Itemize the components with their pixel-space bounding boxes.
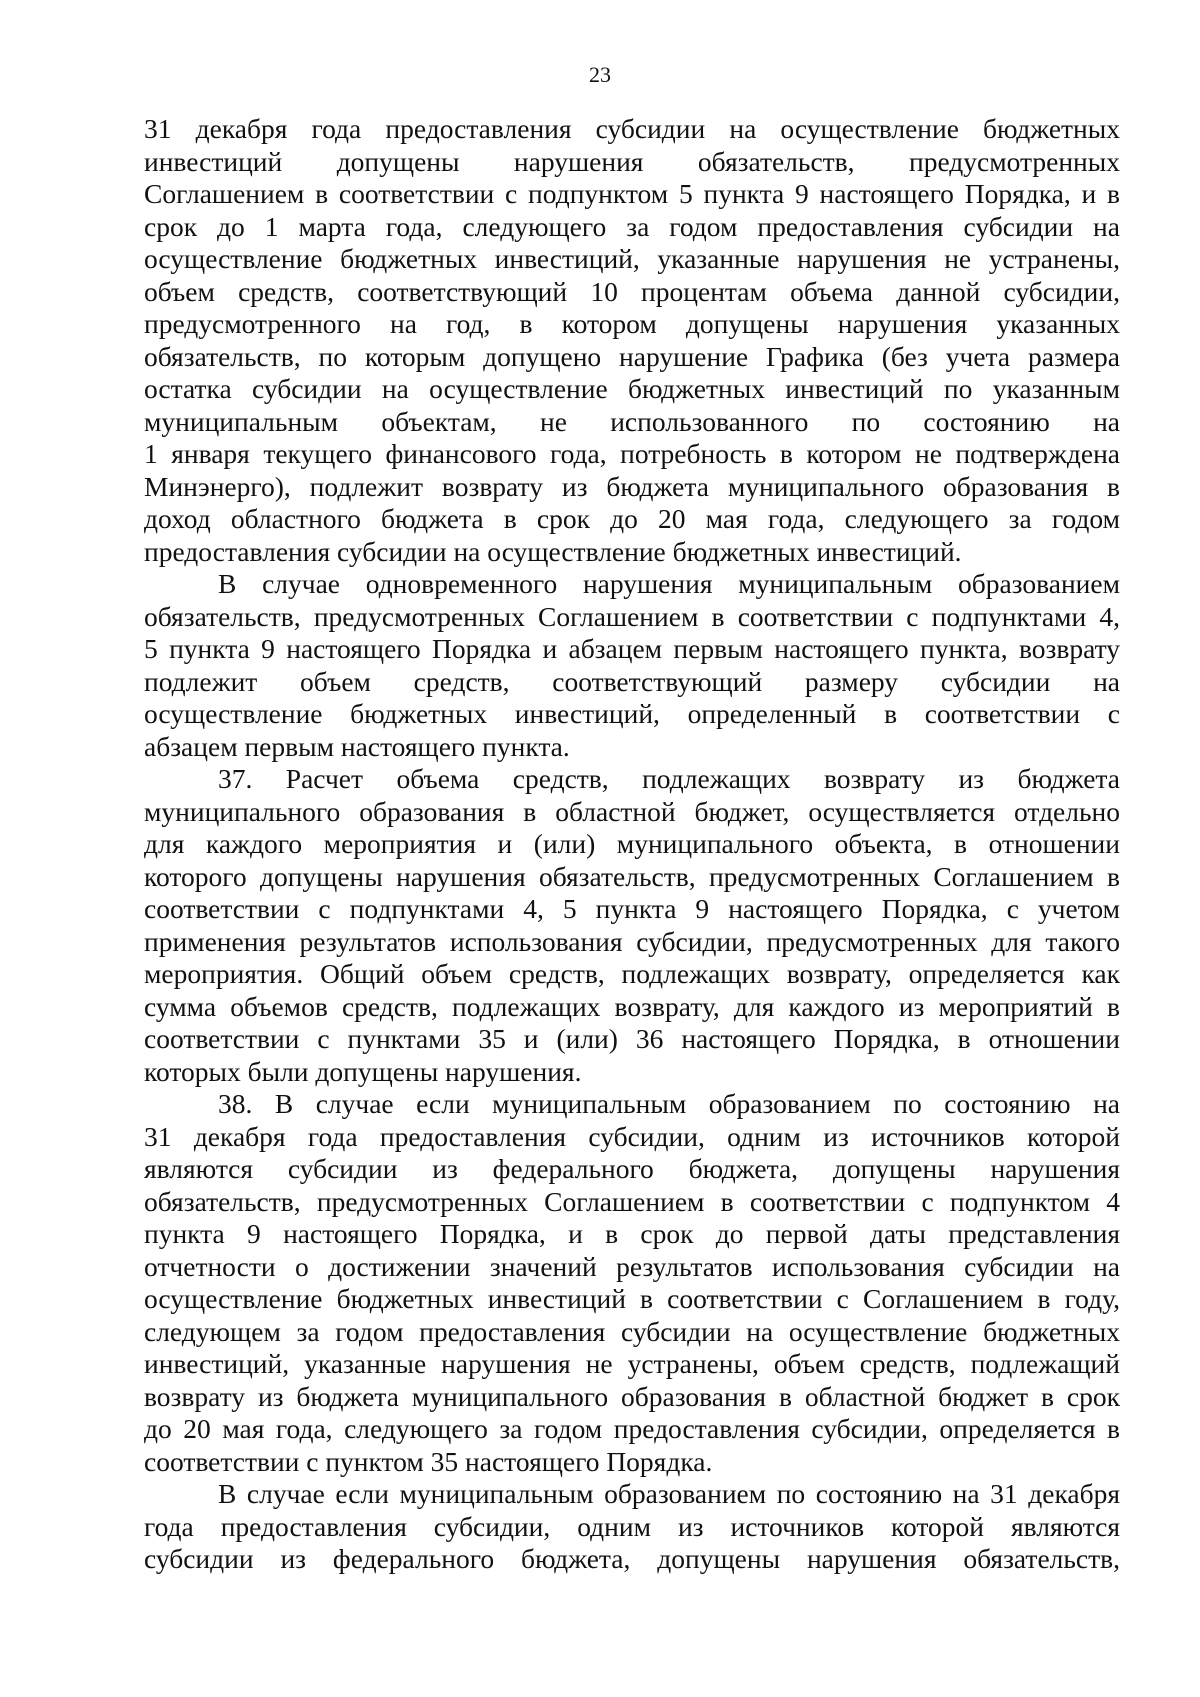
text-line: 31 декабря года предоставления субсидии на осуществление бюджетных [144, 113, 1120, 144]
text-line: соответствии с подпунктами 4, 5 пункта 9 настоящего Порядка, с учетом [144, 893, 1120, 924]
text-line: срок до 1 марта года, следующего за годом предоставления субсидии на [144, 210, 1120, 242]
text-line: 5 пункта 9 настоящего Порядка и абзацем первым настоящего пункта, возврату [144, 633, 1120, 664]
text-line: мероприятия. Общий объем средств, подлежащих возврату, определяется как [144, 958, 1120, 989]
text-line: обязательств, предусмотренных Соглашением в соответствии с подпунктами 4, [144, 600, 1120, 632]
text-line: остатка субсидии на осуществление бюджетных инвестиций по указанным [144, 373, 1120, 404]
text-line: муниципального образования в областной бюджет, осуществляется отдельно [144, 795, 1120, 827]
text-line: В случае одновременного нарушения муниципальным образованием [218, 568, 1120, 599]
text-line: для каждого мероприятия и (или) муниципального объекта, в отношении [144, 828, 1120, 859]
text-line: 37. Расчет объема средств, подлежащих возврату из бюджета [218, 763, 1120, 794]
text-line: обязательств, по которым допущено нарушение Графика (без учета размера [144, 340, 1120, 372]
text-line: соответствии с пунктом 35 настоящего Порядка. [144, 1445, 713, 1477]
text-line: инвестиций допущены нарушения обязательств, предусмотренных [144, 145, 1120, 177]
page-number: 23 [589, 62, 611, 87]
text-line: возврату из бюджета муниципального образования в областной бюджет в срок [144, 1380, 1120, 1412]
text-line: субсидии из федерального бюджета, допущены нарушения обязательств, [144, 1543, 1120, 1574]
text-line: предусмотренного на год, в котором допущены нарушения указанных [144, 308, 1120, 339]
text-line: являются субсидии из федерального бюджета, допущены нарушения [144, 1153, 1120, 1184]
text-line: 1 января текущего финансового года, потребность в котором не подтверждена [144, 438, 1120, 469]
text-line: года предоставления субсидии, одним из источников которой являются [144, 1510, 1120, 1542]
text-line: до 20 мая года, следующего за годом предоставления субсидии, определяется в [144, 1413, 1120, 1444]
text-line: 38. В случае если муниципальным образованием по состоянию на [218, 1088, 1120, 1119]
text-line: Минэнерго), подлежит возврату из бюджета муниципального образования в [144, 470, 1120, 502]
text-line: отчетности о достижении значений результатов использования субсидии на [144, 1250, 1120, 1282]
text-line: Соглашением в соответствии с подпунктом 5 пункта 9 настоящего Порядка, и в [144, 178, 1120, 209]
text-line: соответствии с пунктами 35 и (или) 36 настоящего Порядка, в отношении [144, 1023, 1120, 1054]
text-line: сумма объемов средств, подлежащих возврату, для каждого из мероприятий в [144, 990, 1120, 1022]
text-line: пункта 9 настоящего Порядка, и в срок до первой даты представления [144, 1218, 1120, 1249]
text-line: подлежит объем средств, соответствующий размеру субсидии на [144, 665, 1120, 697]
text-line: объем средств, соответствующий 10 процентам объема данной субсидии, [144, 275, 1120, 307]
text-line: следующем за годом предоставления субсидии на осуществление бюджетных [144, 1315, 1120, 1347]
text-line: 31 декабря года предоставления субсидии, одним из источников которой [144, 1120, 1120, 1152]
text-line: предоставления субсидии на осуществление бюджетных инвестиций. [144, 535, 962, 567]
text-line: осуществление бюджетных инвестиций, определенный в соответствии с [144, 698, 1120, 729]
text-line: которых были допущены нарушения. [144, 1055, 582, 1087]
text-line: осуществление бюджетных инвестиций в соответствии с Соглашением в году, [144, 1283, 1120, 1314]
text-line: осуществление бюджетных инвестиций, указанные нарушения не устранены, [144, 243, 1120, 274]
text-line: инвестиций, указанные нарушения не устранены, объем средств, подлежащий [144, 1348, 1120, 1379]
text-line: абзацем первым настоящего пункта. [144, 730, 570, 762]
text-line: В случае если муниципальным образованием по состоянию на 31 декабря [218, 1478, 1120, 1509]
text-line: обязательств, предусмотренных Соглашением в соответствии с подпунктом 4 [144, 1185, 1120, 1217]
text-line: применения результатов использования субсидии, предусмотренных для такого [144, 925, 1120, 957]
document-body [144, 113, 1120, 1576]
text-line: которого допущены нарушения обязательств, предусмотренных Соглашением в [144, 860, 1120, 892]
text-line: доход областного бюджета в срок до 20 мая года, следующего за годом [144, 503, 1120, 534]
text-line: муниципальным объектам, не использованного по состоянию на [144, 405, 1120, 437]
